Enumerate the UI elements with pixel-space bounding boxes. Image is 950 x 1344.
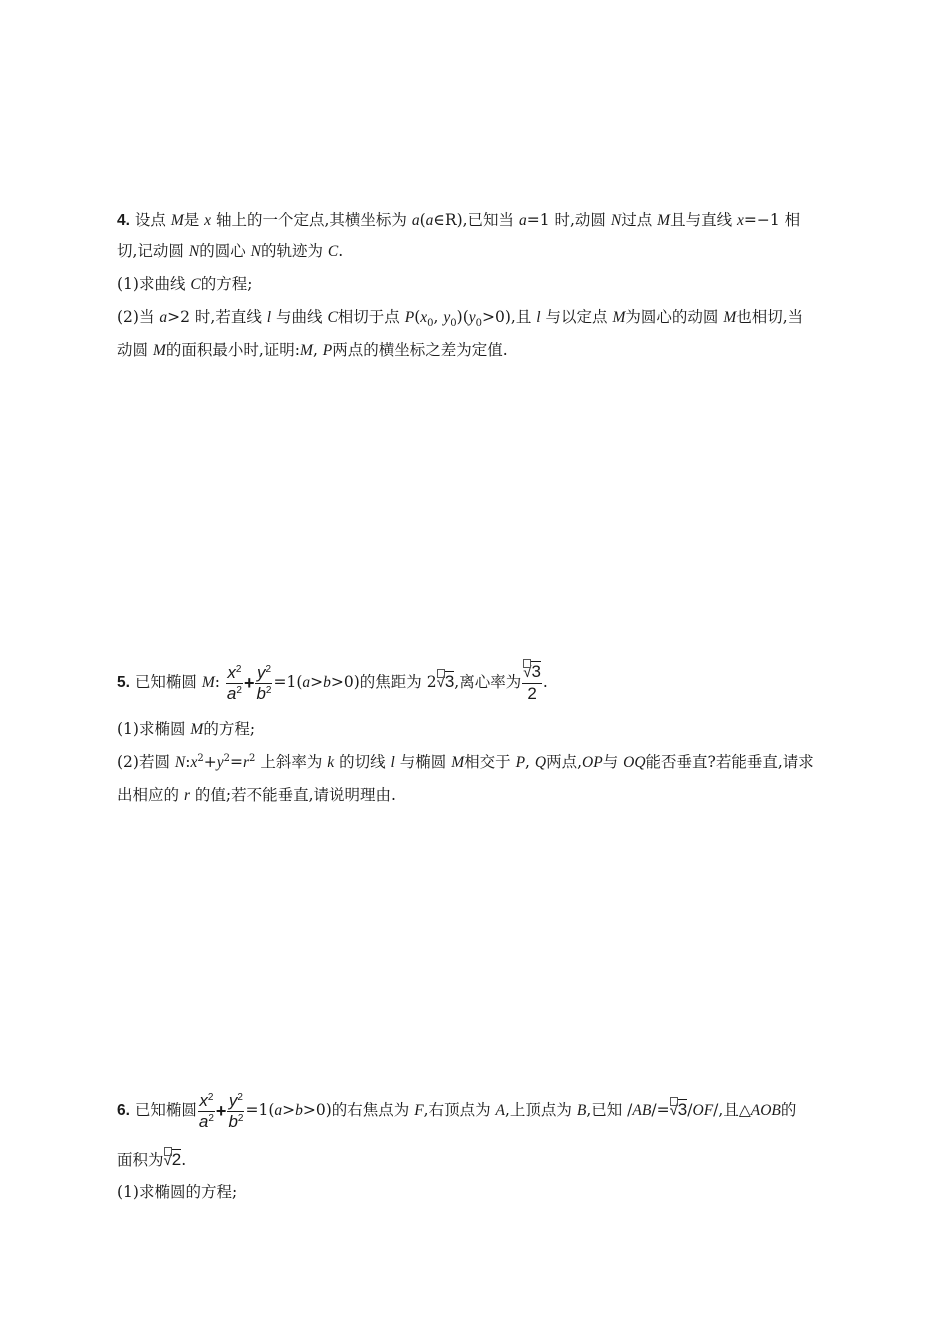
text-segment: 与以定点 — [540, 308, 613, 326]
text-segment: N — [250, 243, 261, 260]
text-segment: (1)求曲线 — [117, 275, 191, 293]
text-segment: 为圆心的动圆 — [625, 308, 724, 326]
text-segment: =1( — [245, 1101, 275, 1119]
text-segment: 动圆 — [117, 341, 153, 359]
text-segment: M — [300, 342, 313, 359]
p5-text-4 — [117, 786, 396, 804]
text-segment: x — [204, 212, 212, 229]
radical-icon: √ — [669, 1102, 678, 1119]
text-segment: 的圆心 — [199, 242, 251, 260]
p6-root-2 — [164, 1150, 182, 1169]
text-segment: b — [323, 674, 331, 691]
text-segment: 过点 — [621, 211, 658, 229]
text-segment: M — [657, 212, 671, 229]
text-segment: ,已知 / — [586, 1101, 633, 1119]
text-segment: l — [536, 309, 541, 326]
p4-text-4 — [117, 308, 804, 330]
text-segment: y — [443, 309, 451, 326]
text-segment: N — [188, 243, 200, 260]
text-segment: /= — [651, 1101, 670, 1119]
text-segment: 的 — [780, 1101, 797, 1119]
p4-line-2 — [117, 240, 343, 263]
p6-frac-x2-a2 — [198, 1091, 215, 1132]
text-segment: (2)当 — [117, 308, 160, 326]
text-segment: a — [274, 1102, 283, 1119]
text-segment: P — [322, 342, 333, 359]
text-segment: P — [515, 754, 526, 771]
p6-text-1b — [245, 1101, 669, 1119]
text-segment: , — [312, 341, 323, 359]
text-segment: /,且△ — [713, 1101, 751, 1119]
p5-frac-x: x — [227, 662, 236, 682]
p6-root-3-value: 3 — [677, 1100, 688, 1119]
text-segment: k — [327, 754, 335, 771]
p6-period: . — [181, 1151, 187, 1169]
p5-plus: + — [243, 673, 255, 693]
text-segment: 2 — [197, 752, 204, 764]
text-segment: 与 — [602, 753, 624, 771]
p5-text-1b — [273, 673, 436, 691]
p6-frac-y2-b2 — [227, 1091, 244, 1132]
p4-part-2 — [117, 306, 803, 329]
text-segment: =1 时,动圆 — [526, 211, 611, 229]
text-segment: OP — [582, 754, 603, 771]
p6-root-2-value: 2 — [171, 1150, 182, 1169]
text-segment: , — [433, 308, 444, 326]
text-segment: 与曲线 — [271, 308, 328, 326]
text-segment: C — [190, 276, 201, 293]
text-segment: 0 — [450, 318, 457, 330]
text-segment: M — [152, 342, 166, 359]
p6-part-1 — [117, 1181, 237, 1203]
p4-part-1 — [117, 273, 252, 296]
p6-frac-a: a — [198, 1111, 209, 1131]
text-segment: 0 — [427, 318, 434, 330]
text-segment: 的切线 — [334, 753, 391, 771]
text-segment: a — [302, 674, 311, 691]
p5-ecc-num: 3 — [531, 662, 541, 681]
p6-number: 6. — [117, 1102, 130, 1119]
text-segment: 切,记动圆 — [117, 242, 189, 260]
text-segment: ,右顶点为 — [423, 1101, 496, 1119]
text-segment: 出相应的 — [117, 786, 184, 804]
p5-text-3 — [117, 753, 814, 771]
text-segment: ( — [419, 211, 426, 229]
text-segment: P — [404, 309, 415, 326]
p5-period: . — [542, 673, 548, 691]
text-segment: N — [174, 754, 186, 771]
text-segment: >0)的焦距为 2 — [330, 673, 437, 691]
p5-root-3 — [437, 672, 455, 691]
text-segment: / — [687, 1101, 693, 1119]
p5-frac-b-exp: 2 — [265, 684, 272, 696]
text-segment: AOB — [750, 1102, 781, 1119]
p5-frac-b: b — [256, 683, 266, 703]
text-segment: >2 时,若直线 — [167, 308, 267, 326]
p5-frac-y2-b2 — [255, 663, 272, 704]
text-segment: y — [216, 754, 224, 771]
text-segment: =−1 相 — [743, 211, 801, 229]
text-segment: F — [414, 1102, 424, 1119]
root-index-box-icon — [670, 1097, 678, 1106]
text-segment: : — [185, 753, 191, 771]
root-index-box-icon — [437, 669, 445, 678]
p5-frac-a: a — [226, 683, 237, 703]
p4-text-1 — [135, 211, 800, 229]
text-segment: ,上顶点为 — [505, 1101, 577, 1119]
p5-frac-x2-a2 — [226, 663, 243, 704]
text-segment: 0 — [475, 318, 483, 330]
text-segment: 的方程; — [200, 275, 253, 293]
text-segment: x — [737, 212, 744, 229]
text-segment: 能否垂直?若能垂直,请求 — [645, 753, 814, 771]
text-segment: r — [183, 787, 190, 804]
text-segment: N — [610, 212, 622, 229]
text-segment: 是 — [183, 211, 205, 229]
p6-intro: 已知椭圆 — [134, 1101, 197, 1119]
text-segment: > — [310, 673, 324, 691]
text-segment: (1)求椭圆 — [117, 720, 191, 738]
p6-area-label: 面积为 — [117, 1151, 164, 1169]
text-segment: , — [525, 753, 535, 771]
p5-root-3-value: 3 — [444, 672, 455, 691]
p5-number: 5. — [117, 674, 130, 691]
text-segment: OF — [692, 1102, 714, 1119]
text-segment: 相交于 — [464, 753, 516, 771]
text-segment: C — [327, 243, 339, 260]
text-segment: B — [576, 1102, 587, 1119]
p6-plus: + — [215, 1101, 227, 1121]
text-segment: 与椭圆 — [394, 753, 452, 771]
p5-frac-y-exp: 2 — [265, 663, 271, 675]
p5-frac-a-exp: 2 — [236, 684, 242, 696]
radical-icon: √ — [163, 1152, 172, 1169]
text-segment: ∈R),已知当 — [433, 211, 519, 229]
text-segment: a — [518, 212, 527, 229]
text-segment: x — [420, 309, 428, 326]
text-segment: OQ — [623, 754, 646, 771]
p5-frac-y: y — [256, 662, 266, 682]
p6-frac-b: b — [228, 1111, 238, 1131]
text-segment: C — [327, 309, 338, 326]
p6-text-1c — [687, 1101, 796, 1119]
text-segment: M — [451, 754, 465, 771]
radical-icon: √ — [436, 674, 445, 691]
p4-line-5 — [117, 339, 508, 362]
text-segment: 设点 — [134, 211, 171, 229]
text-segment: 轴上的一个定点,其横坐标为 — [211, 211, 412, 229]
p6-frac-x-exp: 2 — [207, 1091, 214, 1103]
p6-line-1 — [117, 1084, 796, 1137]
text-segment: a — [425, 212, 434, 229]
text-segment: x — [190, 754, 198, 771]
text-segment: 的轨迹为 — [260, 242, 328, 260]
text-segment: 2 — [223, 752, 230, 764]
p6-root-3 — [670, 1100, 688, 1119]
p6-frac-y-exp: 2 — [237, 1091, 243, 1103]
p5-line-4 — [117, 784, 396, 807]
text-segment: l — [390, 754, 395, 771]
p5-frac-ecc — [522, 662, 542, 704]
text-segment: + — [203, 753, 217, 771]
p5-frac-x-exp: 2 — [235, 663, 242, 675]
p4-text-5 — [117, 341, 508, 359]
p5-ecc-den: 2 — [522, 683, 542, 704]
text-segment: 且与直线 — [670, 211, 737, 229]
text-segment: 的方程; — [203, 720, 256, 738]
text-segment: 也相切,当 — [736, 308, 804, 326]
text-segment: M — [723, 309, 737, 326]
text-segment: 的面积最小时,证明: — [165, 341, 301, 359]
text-segment: M — [612, 309, 626, 326]
text-segment: 两点, — [546, 753, 583, 771]
p4-number: 4. — [117, 212, 130, 229]
text-segment: )( — [456, 308, 469, 326]
p4-text-3 — [117, 275, 252, 293]
text-segment: 上斜率为 — [255, 753, 328, 771]
text-segment: M — [190, 721, 204, 738]
text-segment: y — [468, 309, 476, 326]
text-segment: M — [170, 212, 184, 229]
text-segment: b — [295, 1102, 303, 1119]
root-index-box-icon — [164, 1147, 172, 1156]
radical-icon: √ — [523, 664, 532, 681]
p6-frac-b-exp: 2 — [237, 1112, 244, 1124]
p5-intro: 已知椭圆 — [134, 673, 202, 691]
text-segment: a — [411, 212, 420, 229]
text-segment: =1( — [273, 673, 303, 691]
p5-part-1 — [117, 718, 255, 741]
p6-text-3: (1)求椭圆的方程; — [117, 1183, 238, 1201]
text-segment: (2)若圆 — [117, 753, 175, 771]
text-segment: r — [243, 754, 250, 771]
p4-line-1 — [117, 209, 800, 232]
root-index-box-icon — [523, 659, 531, 668]
text-segment: ( — [414, 308, 421, 326]
text-segment: > — [282, 1101, 296, 1119]
text-segment: 相切于点 — [337, 308, 405, 326]
text-segment: >0)的右焦点为 — [302, 1101, 415, 1119]
text-segment: A — [495, 1102, 505, 1119]
text-segment: = — [230, 753, 243, 771]
p4-text-2 — [117, 242, 343, 260]
text-segment: l — [266, 309, 272, 326]
p6-frac-x: x — [199, 1090, 208, 1110]
text-segment: 两点的横坐标之差为定值. — [332, 341, 508, 359]
p5-text-2 — [117, 720, 255, 738]
text-segment: AB — [632, 1102, 652, 1119]
text-segment: a — [159, 309, 168, 326]
text-segment: >0),且 — [482, 308, 537, 326]
p5-ecc-label: ,离心率为 — [454, 673, 522, 691]
p5-colon: : — [214, 673, 220, 691]
p6-frac-y: y — [228, 1090, 238, 1110]
p6-frac-a-exp: 2 — [208, 1112, 214, 1124]
text-segment: 的值;若不能垂直,请说明理由. — [189, 786, 396, 804]
p5-line-1 — [117, 656, 548, 709]
p6-line-2 — [117, 1149, 186, 1172]
p5-part-2 — [117, 751, 814, 774]
text-segment: Q — [534, 754, 547, 771]
p5-ellipse-name: M — [201, 674, 215, 691]
text-segment: 2 — [249, 752, 256, 764]
text-segment: . — [338, 242, 344, 260]
